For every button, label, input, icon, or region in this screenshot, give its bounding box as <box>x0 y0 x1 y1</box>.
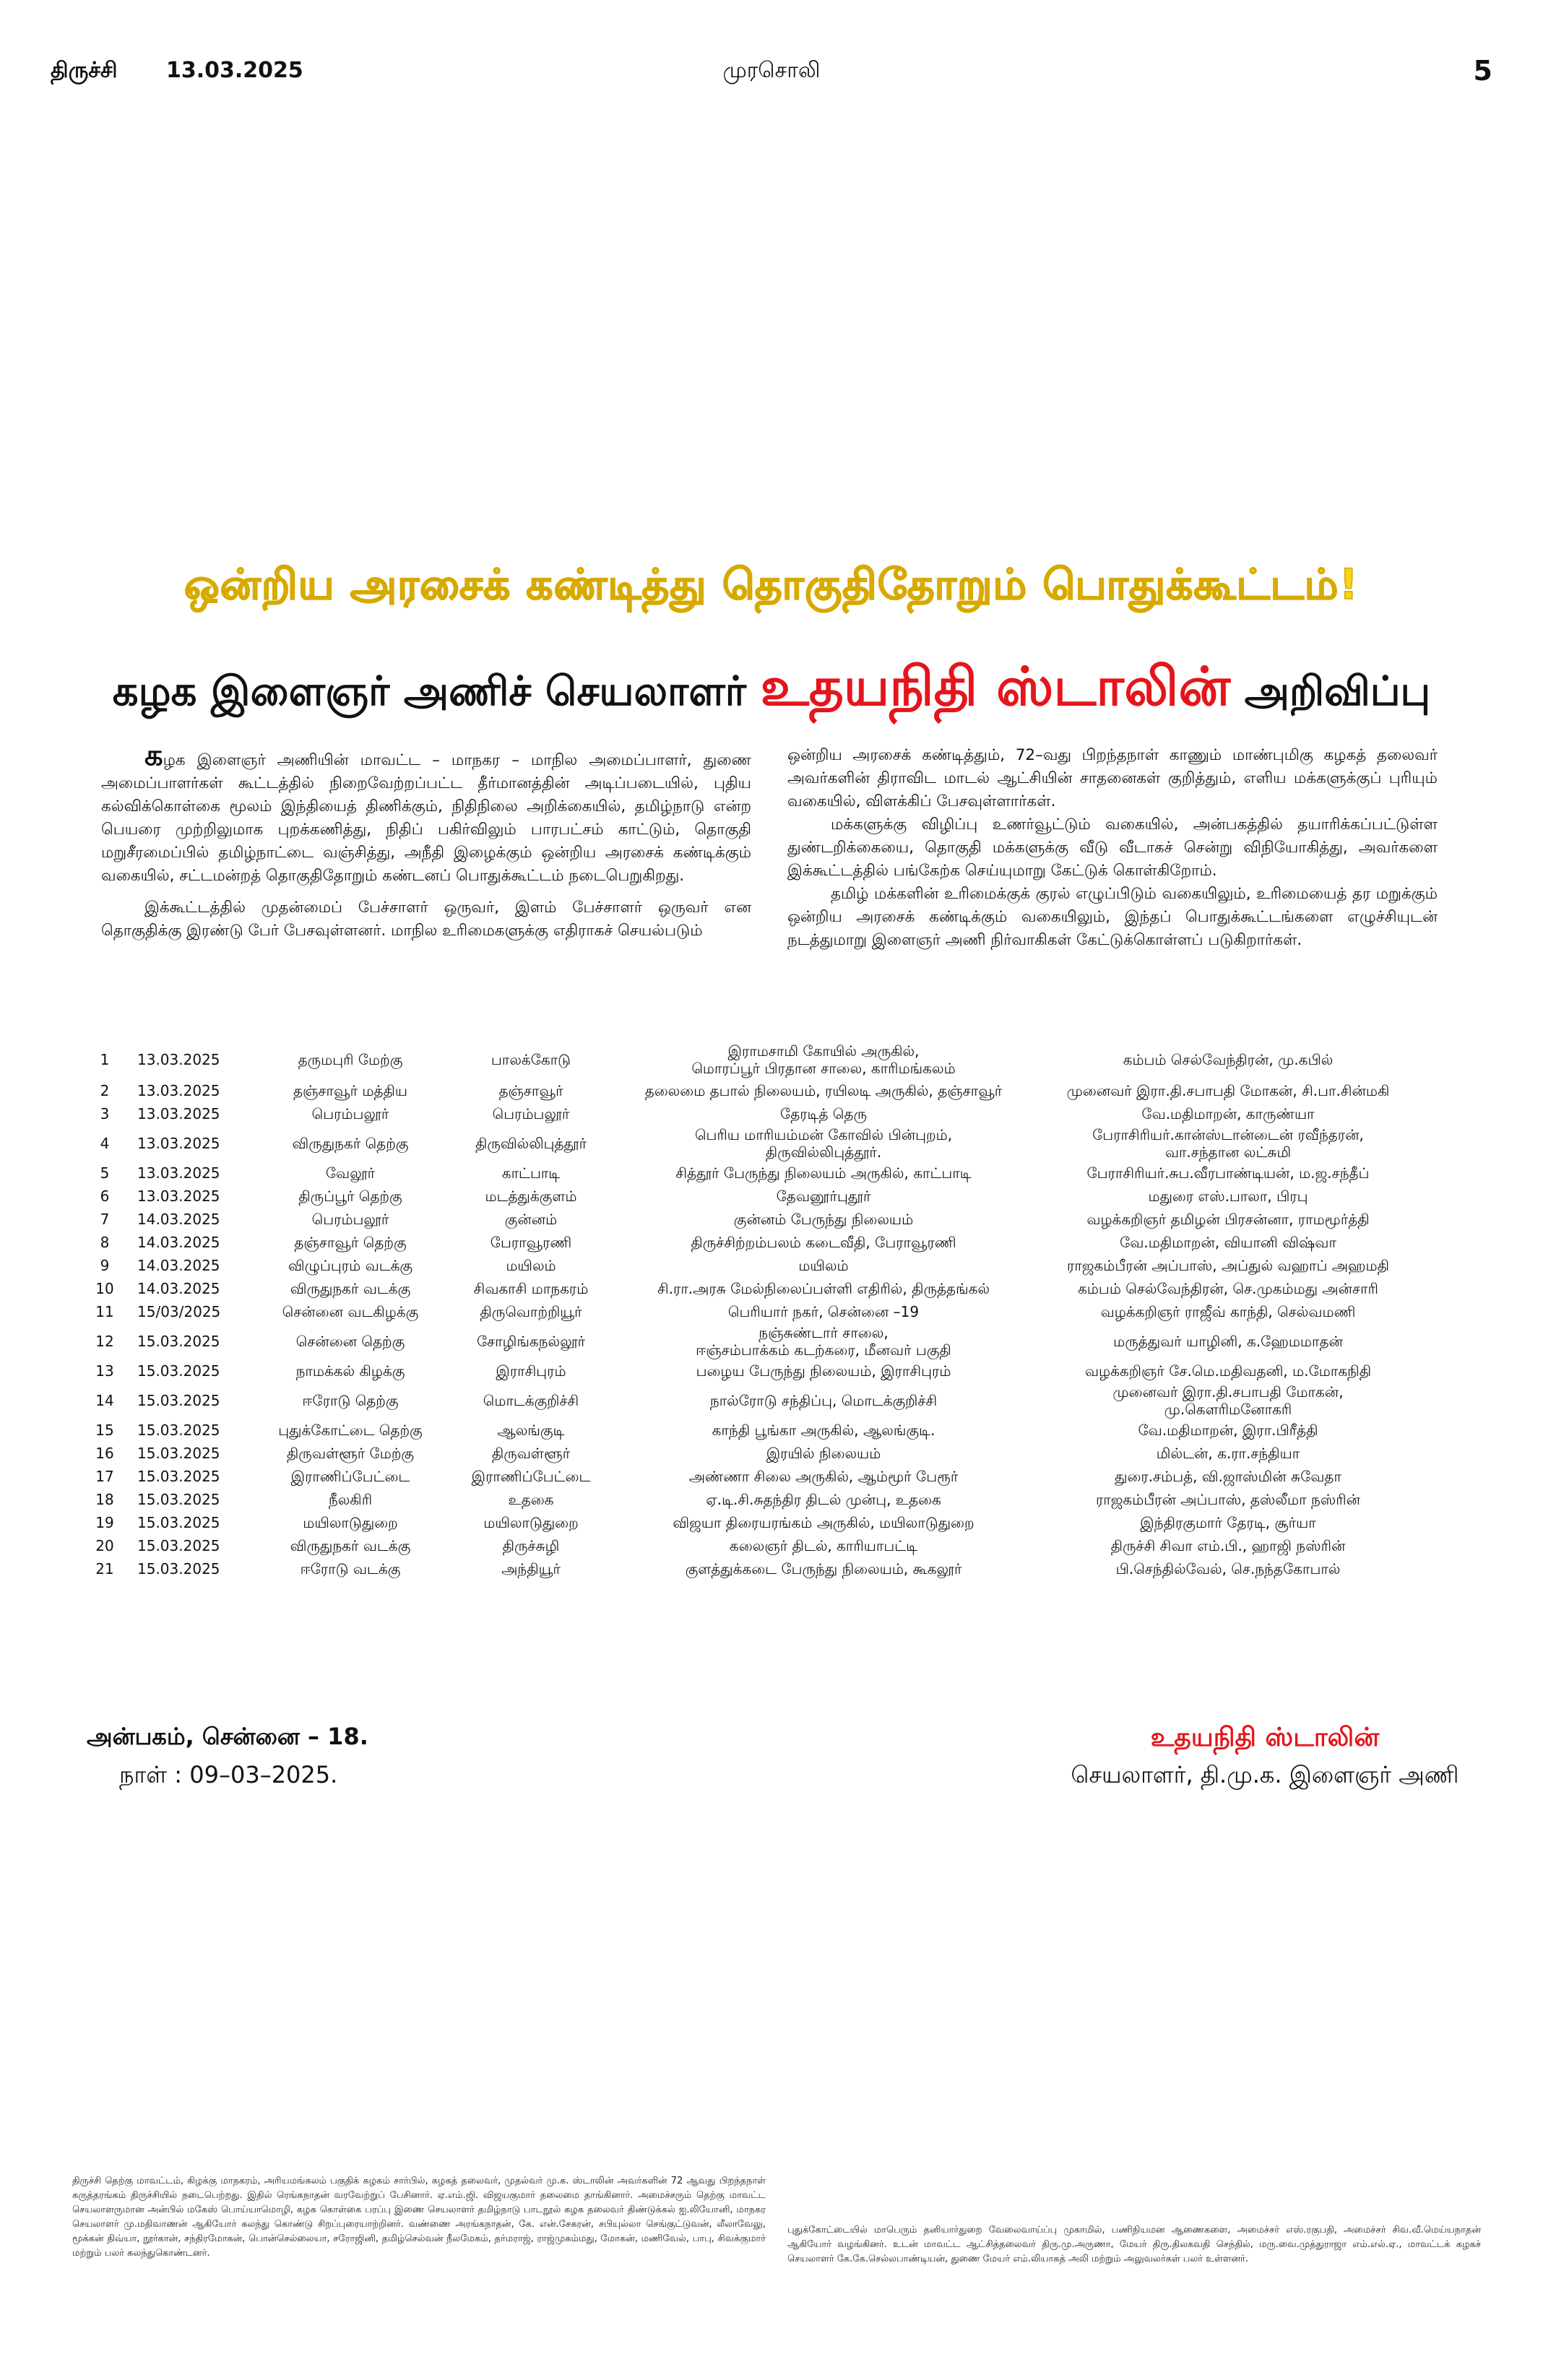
cell-district: விருதுநகர் வடக்கு <box>290 1280 411 1297</box>
cell-venue: பெரிய மாரியம்மன் கோவில் பின்புறம், திருவில்லிபுத்தூர். <box>694 1126 953 1161</box>
cell-speakers: முனைவர் இரா.தி.சபாபதி மோகன், சி.பா.சின்மகி <box>1066 1082 1390 1099</box>
cell-date: 15.03.2025 <box>137 1491 220 1508</box>
cell-no: 4 <box>100 1135 110 1152</box>
news-brief-right: புதுக்கோட்டையில் மாபெரும் தனியார்துறை வேலைவாய்ப்பு முகாமில், பணிநியமன ஆணைகளை, அமைச்சர் எஸ்.ரகுபதி, அமைச்சர் சிவ.வீ.மெய்யநாதன் ஆகியோர் வழங்கினர். உடன் மாவட்ட ஆட்சித்தலைவர் திரு.மு.அருணா, மேயர் திரு.திலகவதி செந்தில், மரு.வை.முத்துராஜா எம்.எல்.ஏ., மாவட்டக் கழகச் செயலாளர் கே.கே.செல்லபாண்டியன், துணை மேயர் எம்.லியாகத் அலி மற்றும் அலுவலர்கள் பலர் உள்ளனர். <box>787 2225 1481 2264</box>
cell-no: 12 <box>95 1333 114 1350</box>
cell-constituency: பெரம்பலூர் <box>492 1105 570 1122</box>
cell-district: திருப்பூர் தெற்கு <box>298 1187 402 1205</box>
cell-date: 15.03.2025 <box>137 1333 220 1350</box>
cell-no: 11 <box>95 1303 114 1320</box>
cell-date: 15.03.2025 <box>137 1392 220 1409</box>
table-row <box>72 1254 1474 1277</box>
cell-venue: நஞ்சுண்டார் சாலை, ஈஞ்சம்பாக்கம் கடற்கரை, மீனவர் பகுதி <box>696 1324 951 1359</box>
table-row <box>72 1300 1474 1323</box>
cell-district: சென்னை வடகிழக்கு <box>282 1303 419 1320</box>
cell-district: திருவள்ளூர் மேற்கு <box>286 1445 415 1462</box>
cell-no: 5 <box>100 1164 110 1182</box>
cell-venue: மயிலம் <box>798 1257 849 1274</box>
cell-constituency: காட்பாடி <box>501 1164 561 1182</box>
cell-district: நாமக்கல் கிழக்கு <box>295 1362 405 1380</box>
cell-speakers: வே.மதிமாறன், இரா.பிரீத்தி <box>1138 1421 1318 1439</box>
cell-speakers: மருத்துவர் யாழினி, க.ஹேமமாதன் <box>1113 1333 1343 1350</box>
cell-venue: தேவனூர்புதூர் <box>776 1187 871 1205</box>
cell-speakers: திருச்சி சிவா எம்.பி., ஹாஜி நஸ்ரின் <box>1110 1537 1346 1554</box>
cell-no: 1 <box>100 1051 110 1068</box>
table-row <box>72 1488 1474 1511</box>
page-number: 5 <box>1473 55 1492 87</box>
edition-date: 13.03.2025 <box>166 58 303 83</box>
cell-speakers: மதுரை எஸ்.பாலா, பிரபு <box>1148 1187 1308 1205</box>
cell-venue: சி.ரா.அரசு மேல்நிலைப்பள்ளி எதிரில், திருத்தங்கல் <box>657 1280 990 1297</box>
cell-speakers: வழக்கறிஞர் ராஜீவ் காந்தி, செல்வமணி <box>1100 1303 1356 1320</box>
cell-constituency: சிவகாசி மாநகரம் <box>473 1280 589 1297</box>
cell-no: 7 <box>100 1211 110 1228</box>
cell-no: 2 <box>100 1082 110 1099</box>
table-row <box>72 1185 1474 1208</box>
table-row <box>72 1442 1474 1465</box>
subhead <box>43 656 1500 725</box>
table-row <box>72 1557 1474 1580</box>
cell-no: 9 <box>100 1257 110 1274</box>
cell-speakers: கம்பம் செல்வேந்திரன், மு.கபில் <box>1123 1051 1334 1068</box>
cell-venue: திருச்சிற்றம்பலம் கடைவீதி, பேராவூரணி <box>691 1234 956 1251</box>
cell-district: விருதுநகர் வடக்கு <box>290 1537 411 1554</box>
masthead <box>51 55 1492 94</box>
cell-district: தஞ்சாவூர் மத்திய <box>293 1082 408 1099</box>
cell-constituency: பாலக்கோடு <box>490 1051 571 1068</box>
cell-date: 14.03.2025 <box>137 1211 220 1228</box>
cell-district: ஈரோடு வடக்கு <box>300 1560 401 1578</box>
cell-speakers: வழக்கறிஞர் தமிழன் பிரசன்னா, ராமமூர்த்தி <box>1086 1211 1370 1228</box>
body-column-right <box>787 744 1438 952</box>
cell-no: 10 <box>95 1280 114 1297</box>
cell-constituency: திருவில்லிபுத்தூர் <box>475 1135 587 1152</box>
cell-constituency: உதகை <box>508 1491 554 1508</box>
cell-venue: காந்தி பூங்கா அருகில், ஆலங்குடி. <box>712 1421 935 1439</box>
cell-venue: பெரியார் நகர், சென்னை –19 <box>727 1303 920 1320</box>
cell-no: 6 <box>100 1187 110 1205</box>
cell-no: 21 <box>95 1560 114 1578</box>
cell-date: 13.03.2025 <box>137 1164 220 1182</box>
cell-venue: இரயில் நிலையம் <box>766 1445 881 1462</box>
cell-speakers: வே.மதிமாறன், வியானி விஷ்வா <box>1120 1234 1336 1251</box>
cell-venue: சித்தூர் பேருந்து நிலையம் அருகில், காட்பாடி <box>675 1164 972 1182</box>
cell-no: 17 <box>95 1468 114 1485</box>
headline: ஒன்றிய அரசைக் கண்டித்து தொகுதிதோறும் பொதுக்கூட்டம்! <box>184 560 1359 609</box>
cell-no: 18 <box>95 1491 114 1508</box>
cell-district: சென்னை தெற்கு <box>295 1333 405 1350</box>
cell-date: 13.03.2025 <box>137 1105 220 1122</box>
cell-speakers: துரை.சம்பத், வி.ஜாஸ்மின் சுவேதா <box>1115 1468 1341 1485</box>
cell-constituency: இராணிப்பேட்டை <box>471 1468 591 1485</box>
issue-place: அன்பகம், சென்னை – 18. <box>87 1723 368 1750</box>
cell-district: புதுக்கோட்டை தெற்கு <box>278 1421 423 1439</box>
body-paragraph: இக்கூட்டத்தில் முதன்மைப் பேச்சாளர் ஒருவர், இளம் பேச்சாளர் ஒருவர் என தொகுதிக்கு இரண்டு பேர் பேசவுள்ளனர். மாநில உரிமைகளுக்கு எதிராகச் செயல்படும் <box>101 899 751 940</box>
cell-no: 13 <box>95 1362 114 1380</box>
dropcap: க <box>144 739 163 772</box>
cell-speakers: இந்திரகுமார் தேரடி, சூர்யா <box>1140 1514 1316 1531</box>
signatory-name: உதயநிதி ஸ்டாலின் <box>1150 1723 1380 1752</box>
cell-speakers: பேராசிரியர்.கான்ஸ்டான்டைன் ரவீந்தரன், வா.சந்தான லட்சுமி <box>1092 1126 1364 1161</box>
table-row <box>72 1040 1474 1079</box>
body-column-left <box>101 739 751 943</box>
cell-constituency: மயிலாடுதுறை <box>483 1514 579 1531</box>
table-row <box>72 1079 1474 1102</box>
issue-date: நாள் : 09–03–2025. <box>119 1761 338 1788</box>
cell-speakers: வே.மதிமாறன், காருண்யா <box>1141 1105 1315 1122</box>
body-paragraph: தமிழ் மக்களின் உரிமைக்குக் குரல் எழுப்பிடும் வகையிலும், உரிமையைத் தர மறுக்கும் ஒன்றிய அரசைக் கண்டிக்கும் வகையிலும், இந்தப் பொதுக்கூட்டங்களை எழுச்சியுடன் நடத்துமாறு இளைஞர் அணி நிர்வாகிகள் கேட்டுக்கொள்ளப் படுகிறார்கள். <box>787 885 1438 949</box>
cell-date: 15.03.2025 <box>137 1421 220 1439</box>
table-row <box>72 1382 1474 1419</box>
news-brief-left: திருச்சி தெற்கு மாவட்டம், கிழக்கு மாநகரம், அரியமங்கலம் பகுதிக் கழகம் சார்பில், கழகத் தலைவர், முதல்வர் மு.க. ஸ்டாலின் அவர்களின் 72 ஆவது பிறந்தநாள் கருத்தரங்கம் திருச்சியில் நடைபெற்றது. இதில் ரெங்கநாதன் வரவேற்றுப் பேசினார். ஏ.எம்.ஜி. விஜயகுமார் தலைமை தாங்கினார். அமைச்சரும் தெற்கு மாவட்ட செயலாளருமான அன்பில் மகேஸ் பொய்யாமொழி, கழக கொள்கை பரப்பு இணை செயலாளர் தமிழ்நாடு பாடநூல் கழக தலைவர் திண்டுக்கல் ஐ.லியோனி, மாநகர செயலாளர் மு.மதிவாணன் ஆகியோர் கலந்து கொண்டு சிறப்புரையாற்றினர். வண்ணை அரங்கநாதன், கே. என்.சேகரன், சபியுல்லா செங்குட்டுவன், லீலாவேலு, மூக்கன் திவ்யா, நூர்கான், சந்திரமோகன், பொன்செல்லையா, சரோஜினி, தமிழ்செல்வன் நீலமேகம், தர்மராஜ், ராஜ்முகம்மது, மோகன், மணிவேல், பாபு, சிவக்குமார் மற்றும் பலர் கலந்துகொண்டனர். <box>72 2176 766 2259</box>
cell-district: தருமபுரி மேற்கு <box>298 1051 403 1068</box>
cell-venue: அண்ணா சிலை அருகில், ஆம்மூர் பேரூர் <box>688 1468 959 1485</box>
cell-district: இராணிப்பேட்டை <box>290 1468 410 1485</box>
subhead-suffix: அறிவிப்பு <box>1244 668 1431 715</box>
cell-constituency: திருவள்ளூர் <box>491 1445 571 1462</box>
cell-no: 20 <box>95 1537 114 1554</box>
cell-date: 15.03.2025 <box>137 1560 220 1578</box>
table-row <box>72 1277 1474 1300</box>
cell-date: 14.03.2025 <box>137 1234 220 1251</box>
cell-constituency: சோழிங்கநல்லூர் <box>476 1333 586 1350</box>
cell-date: 13.03.2025 <box>137 1051 220 1068</box>
cell-date: 14.03.2025 <box>137 1257 220 1274</box>
cell-constituency: குன்னம் <box>504 1211 558 1228</box>
cell-venue: கலைஞர் திடல், காரியாபட்டி <box>729 1537 918 1554</box>
cell-district: ஈரோடு தெற்கு <box>302 1392 399 1409</box>
table-row <box>72 1359 1474 1382</box>
cell-constituency: இராசிபுரம் <box>496 1362 566 1380</box>
table-row <box>72 1208 1474 1231</box>
newspaper-title: முரசொலி <box>722 58 821 83</box>
cell-district: வேலூர் <box>325 1164 376 1182</box>
cell-speakers: பி.செந்தில்வேல், செ.நந்தகோபால் <box>1115 1560 1341 1578</box>
cell-constituency: தஞ்சாவூர் <box>498 1082 563 1099</box>
cell-date: 13.03.2025 <box>137 1082 220 1099</box>
subhead-prefix: கழக இளைஞர் அணிச் செயலாளர் <box>112 668 747 715</box>
cell-venue: விஜயா திரையரங்கம் அருகில், மயிலாடுதுறை <box>673 1514 974 1531</box>
subhead-name: உதயநிதி ஸ்டாலின் <box>760 656 1231 718</box>
cell-constituency: மயிலம் <box>506 1257 556 1274</box>
cell-district: தஞ்சாவூர் தெற்கு <box>294 1234 407 1251</box>
meeting-schedule-table <box>72 1040 1474 1580</box>
body-paragraph: ஒன்றிய அரசைக் கண்டித்தும், 72–வது பிறந்தநாள் காணும் மாண்புமிகு கழகத் தலைவர் அவர்களின் திராவிட மாடல் ஆட்சியின் சாதனைகள் குறித்தும், எளிய மக்களுக்குப் புரியும் வகையில், விளக்கிப் பேசவுள்ளார்கள். <box>787 746 1438 810</box>
cell-no: 19 <box>95 1514 114 1531</box>
table-row <box>72 1511 1474 1534</box>
cell-speakers: கம்பம் செல்வேந்திரன், செ.முகம்மது அன்சாரி <box>1078 1280 1378 1297</box>
cell-constituency: பேராவூரணி <box>490 1234 572 1251</box>
cell-constituency: மடத்துக்குளம் <box>485 1187 577 1205</box>
cell-constituency: திருச்சுழி <box>502 1537 560 1554</box>
cell-district: நீலகிரி <box>328 1491 373 1508</box>
cell-speakers: முனைவர் இரா.தி.சபாபதி மோகன், மு.கௌரிமனோகரி <box>1112 1383 1344 1418</box>
cell-date: 15.03.2025 <box>137 1514 220 1531</box>
cell-venue: இராமசாமி கோயில் அருகில், மொரப்பூர் பிரதான சாலை, காரிமங்கலம் <box>691 1042 956 1077</box>
cell-speakers: வழக்கறிஞர் சே.மெ.மதிவதனி, ம.மோகநிதி <box>1084 1362 1372 1380</box>
table-row <box>72 1161 1474 1185</box>
cell-speakers: பேராசிரியர்.சுப.வீரபாண்டியன், ம.ஜ.சந்தீப் <box>1086 1164 1370 1182</box>
cell-venue: குன்னம் பேருந்து நிலையம் <box>733 1211 914 1228</box>
cell-district: விழுப்புரம் வடக்கு <box>288 1257 413 1274</box>
cell-venue: நால்ரோடு சந்திப்பு, மொடக்குறிச்சி <box>709 1392 938 1409</box>
cell-no: 8 <box>100 1234 110 1251</box>
table-row <box>72 1465 1474 1488</box>
cell-date: 13.03.2025 <box>137 1135 220 1152</box>
cell-constituency: மொடக்குறிச்சி <box>483 1392 579 1409</box>
cell-no: 14 <box>95 1392 114 1409</box>
cell-constituency: திருவொற்றியூர் <box>480 1303 582 1320</box>
cell-venue: குளத்துக்கடை பேருந்து நிலையம், கூகலூர் <box>685 1560 962 1578</box>
table-row <box>72 1102 1474 1125</box>
body-paragraph: மக்களுக்கு விழிப்பு உணர்வூட்டும் வகையில், அன்பகத்தில் தயாரிக்கப்பட்டுள்ள துண்டறிக்கையை, தொகுதி மக்களுக்கு வீடு வீடாகச் சென்று விநியோகித்து, அவர்களை இக்கூட்டத்தில் பங்கேற்க செய்யுமாறு கேட்டுக் கொள்கிறோம். <box>787 815 1438 880</box>
cell-district: பெரம்பலூர் <box>311 1105 389 1122</box>
cell-date: 15.03.2025 <box>137 1468 220 1485</box>
cell-venue: தேரடித் தெரு <box>780 1105 867 1122</box>
cell-speakers: ராஜகம்பீரன் அப்பாஸ், அப்துல் வஹாப் அஹமதி <box>1067 1257 1389 1274</box>
table-row <box>72 1323 1474 1359</box>
cell-district: பெரம்பலூர் <box>311 1211 389 1228</box>
table-row <box>72 1231 1474 1254</box>
cell-date: 13.03.2025 <box>137 1187 220 1205</box>
cell-venue: ஏ.டி.சி.சுதந்திர திடல் முன்பு, உதகை <box>706 1491 941 1508</box>
cell-date: 14.03.2025 <box>137 1280 220 1297</box>
body-paragraph: கழக இளைஞர் அணியின் மாவட்ட – மாநகர – மாநில அமைப்பாளர், துணை அமைப்பாளர்கள் கூட்டத்தில் நிறைவேற்றப்பட்ட தீர்மானத்தின் அடிப்படையில், புதிய கல்விக்கொள்கை மூலம் இந்தியைத் திணிக்கும், நிதிநிலை அறிக்கையில், தமிழ்நாடு என்ற பெயரை முற்றிலுமாக புறக்கணித்து, நிதிப் பகிர்விலும் பாரபட்சம் காட்டும், தொகுதி மறுசீரமைப்பில் தமிழ்நாட்டை வஞ்சித்து, அநீதி இழைக்கும் ஒன்றிய அரசைக் கண்டிக்கும் வகையில், சட்டமன்றத் தொகுதிதோறும் கண்டனப் பொதுக்கூட்டம் நடைபெறுகிறது. <box>101 739 751 885</box>
cell-district: விருதுநகர் தெற்கு <box>292 1135 409 1152</box>
cell-no: 15 <box>95 1421 114 1439</box>
cell-date: 15.03.2025 <box>137 1362 220 1380</box>
cell-date: 15.03.2025 <box>137 1445 220 1462</box>
cell-venue: பழைய பேருந்து நிலையம், இராசிபுரம் <box>696 1362 951 1380</box>
table-row <box>72 1419 1474 1442</box>
edition-city: திருச்சி <box>51 58 118 83</box>
cell-constituency: அந்தியூர் <box>501 1560 561 1578</box>
table-row <box>72 1125 1474 1161</box>
table-row <box>72 1534 1474 1557</box>
signatory-title: செயலாளர், தி.மு.க. இளைஞர் அணி <box>1071 1761 1459 1788</box>
cell-no: 3 <box>100 1105 110 1122</box>
cell-no: 16 <box>95 1445 114 1462</box>
cell-speakers: ராஜகம்பீரன் அப்பாஸ், தஸ்லீமா நஸ்ரின் <box>1095 1491 1361 1508</box>
cell-constituency: ஆலங்குடி <box>497 1421 565 1439</box>
cell-date: 15/03/2025 <box>137 1303 221 1320</box>
cell-speakers: மில்டன், க.ரா.சந்தியா <box>1156 1445 1300 1462</box>
cell-venue: தலைமை தபால் நிலையம், ரயிலடி அருகில், தஞ்சாவூர் <box>644 1082 1003 1099</box>
cell-district: மயிலாடுதுறை <box>303 1514 398 1531</box>
cell-date: 15.03.2025 <box>137 1537 220 1554</box>
